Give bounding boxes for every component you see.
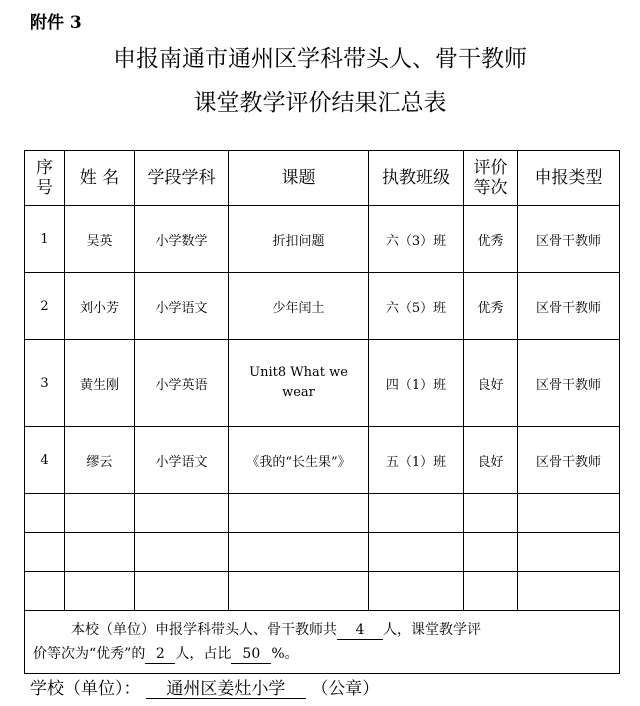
summary-excellent-count: 2: [145, 645, 175, 664]
summary-text-2: 人，课堂教学评: [383, 622, 481, 638]
table-row: [25, 340, 620, 427]
cell-name: 黄生刚: [65, 340, 135, 427]
attachment-label: 附件 3: [30, 13, 82, 33]
summary-text-4: 人，占比: [175, 646, 232, 662]
footer-school-name: 通州区姜灶小学: [146, 680, 306, 699]
table-row: [25, 273, 620, 340]
cell-name: 吴英: [65, 206, 135, 273]
cell-subject: 小学数学: [135, 206, 229, 273]
header-subject: 学段学科: [135, 151, 229, 206]
cell-class: 六（3）班: [369, 206, 464, 273]
cell-topic: [229, 340, 369, 427]
cell-seq: 4: [25, 427, 65, 494]
cell-subject: 小学语文: [135, 427, 229, 494]
header-grade-line1: 评价: [473, 158, 508, 178]
footer-seal: （公章）: [311, 679, 380, 699]
cell-topic-line1: Unit8 What we: [249, 365, 348, 380]
evaluation-table: [24, 150, 620, 674]
summary-text-1: 本校（单位）申报学科带头人、骨干教师共: [71, 622, 337, 638]
summary-text-5: %。: [271, 646, 299, 662]
cell-seq: 3: [25, 340, 65, 427]
cell-topic-line2: wear: [282, 385, 315, 400]
cell-class: 四（1）班: [369, 340, 464, 427]
cell-seq: 1: [25, 206, 65, 273]
footer-label: 学校（单位）：: [30, 679, 141, 699]
header-seq-line1: 序: [36, 158, 53, 178]
table-row: [25, 206, 620, 273]
empty-row: [25, 494, 620, 533]
page-title-line1: 申报南通市通州区学科带头人、骨干教师: [113, 46, 527, 72]
table-row: [25, 427, 620, 494]
cell-seq: 2: [25, 273, 65, 340]
cell-grade: 优秀: [464, 206, 518, 273]
cell-grade: 良好: [464, 427, 518, 494]
cell-topic: 折扣问题: [229, 206, 369, 273]
cell-topic: 少年闰土: [229, 273, 369, 340]
summary-cell: [25, 611, 620, 674]
summary-row: [25, 611, 620, 674]
header-type: 申报类型: [518, 151, 620, 206]
cell-type: 区骨干教师: [518, 427, 620, 494]
header-seq: [25, 151, 65, 206]
cell-class: 六（5）班: [369, 273, 464, 340]
cell-grade: 优秀: [464, 273, 518, 340]
header-grade: [464, 151, 518, 206]
cell-type: 区骨干教师: [518, 206, 620, 273]
cell-type: 区骨干教师: [518, 273, 620, 340]
summary-percent: 50: [231, 645, 271, 664]
header-class: 执教班级: [369, 151, 464, 206]
header-topic: 课题: [229, 151, 369, 206]
header-row: [25, 151, 620, 206]
cell-subject: 小学英语: [135, 340, 229, 427]
header-grade-line2: 等次: [473, 178, 508, 198]
cell-name: 缪云: [65, 427, 135, 494]
cell-topic: 《我的“长生果”》: [229, 427, 369, 494]
cell-grade: 良好: [464, 340, 518, 427]
empty-row: [25, 572, 620, 611]
cell-subject: 小学语文: [135, 273, 229, 340]
cell-class: 五（1）班: [369, 427, 464, 494]
empty-row: [25, 533, 620, 572]
page-title-line2: 课堂教学评价结果汇总表: [193, 90, 447, 116]
cell-name: 刘小芳: [65, 273, 135, 340]
cell-type: 区骨干教师: [518, 340, 620, 427]
header-seq-line2: 号: [36, 178, 53, 198]
summary-total-count: 4: [337, 621, 383, 640]
summary-text-3: 价等次为“优秀”的: [33, 646, 146, 662]
header-name: 姓 名: [65, 151, 135, 206]
footer: [30, 674, 379, 699]
